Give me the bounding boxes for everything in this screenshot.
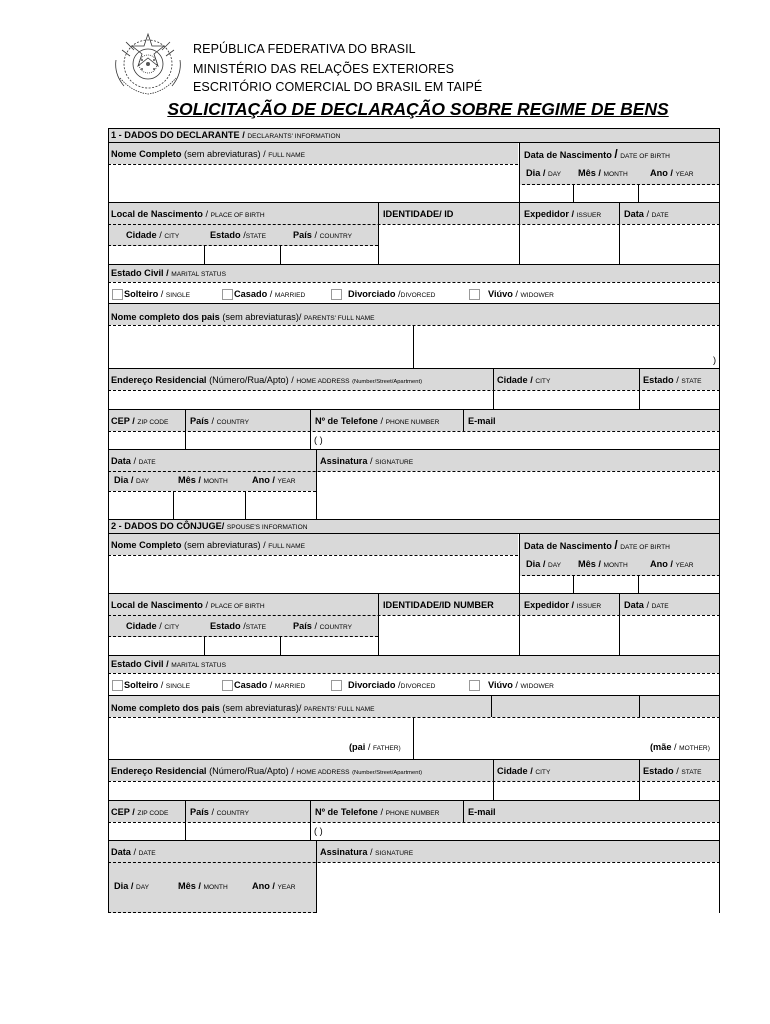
s1-married-label: Casado / MARRIED xyxy=(234,289,306,299)
section-1-heading: 1 - DADOS DO DECLARANTE / DECLARANTS' INFORMATION xyxy=(111,130,341,140)
s2-date-label: Data / DATE xyxy=(111,847,156,857)
s1-city-label: Cidade / CITY xyxy=(126,230,180,240)
s1-dob-year-label: Ano / YEAR xyxy=(650,168,694,178)
s2-married-label: Casado / MARRIED xyxy=(234,680,306,690)
s1-date-year-label: Ano / YEAR xyxy=(252,475,296,485)
brazil-coat-of-arms-seal xyxy=(112,30,184,98)
s1-married-checkbox[interactable] xyxy=(222,289,233,300)
s1-country-label: País / COUNTRY xyxy=(293,230,353,240)
s1-divorced-checkbox[interactable] xyxy=(331,289,342,300)
declaration-form xyxy=(108,128,720,913)
s2-marital-label: Estado Civil / MARITAL STATUS xyxy=(111,659,226,669)
s2-country-label: País / COUNTRY xyxy=(293,621,353,631)
section-2-heading: 2 - DADOS DO CÔNJUGE/ SPOUSE'S INFORMATION xyxy=(111,521,308,531)
s1-identity-label: IDENTIDADE/ ID xyxy=(383,209,454,219)
s1-issuer-label: Expedidor / ISSUER xyxy=(524,209,602,219)
s1-signature-label: Assinatura / SIGNATURE xyxy=(320,456,414,466)
s1-date-day-label: Dia / DAY xyxy=(114,475,150,485)
header-line-ministry: MINISTÉRIO DAS RELAÇÕES EXTERIORES xyxy=(193,62,455,76)
s2-email-label: E-mail xyxy=(468,807,496,817)
s2-divorced-checkbox[interactable] xyxy=(331,680,342,691)
s2-country-res-label: País / COUNTRY xyxy=(190,807,250,817)
s2-zip-label: CEP / ZIP CODE xyxy=(111,807,169,817)
s1-zip-label: CEP / ZIP CODE xyxy=(111,416,169,426)
s2-identity-label: IDENTIDADE/ID NUMBER xyxy=(383,600,494,610)
s2-birthplace-label: Local de Nascimento / PLACE OF BIRTH xyxy=(111,600,265,610)
s2-city-label: Cidade / CITY xyxy=(126,621,180,631)
s1-state-res-label: Estado / STATE xyxy=(643,375,702,385)
s2-father-label: (pai / FATHER) xyxy=(349,742,401,752)
s2-issuer-label: Expedidor / ISSUER xyxy=(524,600,602,610)
document-title: SOLICITAÇÃO DE DECLARAÇÃO SOBRE REGIME DE BENS xyxy=(167,99,669,119)
s2-divorced-label: Divorciado /DIVORCED xyxy=(348,680,436,690)
s2-city-res-label: Cidade / CITY xyxy=(497,766,551,776)
s2-single-label: Solteiro / SINGLE xyxy=(124,680,191,690)
s1-date-month-label: Mês / MONTH xyxy=(178,475,228,485)
s1-single-label: Solteiro / SINGLE xyxy=(124,289,191,299)
s2-signature-label: Assinatura / SIGNATURE xyxy=(320,847,414,857)
s1-birthplace-label: Local de Nascimento / PLACE OF BIRTH xyxy=(111,209,265,219)
s1-country-res-label: País / COUNTRY xyxy=(190,416,250,426)
s1-dob-month-label: Mês / MONTH xyxy=(578,168,628,178)
s1-dob-day-label: Dia / DAY xyxy=(526,168,562,178)
s2-state-res-label: Estado / STATE xyxy=(643,766,702,776)
s2-parents-label: Nome completo dos pais (sem abreviaturas)/ PARENTS' FULL NAME xyxy=(111,703,375,713)
s2-dob-month-label: Mês / MONTH xyxy=(578,559,628,569)
s1-address-label: Endereço Residencial (Número/Rua/Apto) / HOME ADDRESS (Number/Street/Apartment) xyxy=(111,375,423,385)
s1-marital-label: Estado Civil / MARITAL STATUS xyxy=(111,268,226,278)
s2-date-month-label: Mês / MONTH xyxy=(178,881,228,891)
s2-signature-label-row xyxy=(108,840,720,862)
header-line-office: ESCRITÓRIO COMERCIAL DO BRASIL EM TAIPÉ xyxy=(193,80,483,94)
s1-dob-label: Data de Nascimento / DATE OF BIRTH xyxy=(524,147,670,161)
s1-phone-area-code: ( ) xyxy=(314,435,323,445)
s2-widower-checkbox[interactable] xyxy=(469,680,480,691)
s1-city-res-label: Cidade / CITY xyxy=(497,375,551,385)
s2-single-checkbox[interactable] xyxy=(112,680,123,691)
s2-fullname-label: Nome Completo (sem abreviaturas) / FULL NAME xyxy=(111,540,306,550)
s1-widower-label: Viúvo / WIDOWER xyxy=(488,289,554,299)
s2-phone-area-code: ( ) xyxy=(314,826,323,836)
s1-date-label: Data / DATE xyxy=(111,456,156,466)
s1-divorced-label: Divorciado /DIVORCED xyxy=(348,289,436,299)
s1-parents-label: Nome completo dos pais (sem abreviaturas)/ PARENTS' FULL NAME xyxy=(111,312,375,322)
s2-date-day-label: Dia / DAY xyxy=(114,881,150,891)
s2-state-label: Estado /STATE xyxy=(210,621,267,631)
s1-parents-closing-paren: ) xyxy=(713,355,717,365)
s2-date-year-label: Ano / YEAR xyxy=(252,881,296,891)
s1-widower-checkbox[interactable] xyxy=(469,289,480,300)
s1-signature-label-row xyxy=(108,449,720,471)
s2-dob-day-label: Dia / DAY xyxy=(526,559,562,569)
header-line-republic: REPÚBLICA FEDERATIVA DO BRASIL xyxy=(193,42,416,56)
s1-state-label: Estado /STATE xyxy=(210,230,267,240)
s1-email-label: E-mail xyxy=(468,416,496,426)
s2-married-checkbox[interactable] xyxy=(222,680,233,691)
s2-widower-label: Viúvo / WIDOWER xyxy=(488,680,554,690)
s2-id-date-label: Data / DATE xyxy=(624,600,669,610)
s2-dob-label: Data de Nascimento / DATE OF BIRTH xyxy=(524,538,670,552)
s1-fullname-label: Nome Completo (sem abreviaturas) / FULL NAME xyxy=(111,149,306,159)
s2-mother-label: (mãe / MOTHER) xyxy=(650,742,710,752)
s1-single-checkbox[interactable] xyxy=(112,289,123,300)
s1-phone-label: Nº de Telefone / PHONE NUMBER xyxy=(315,416,440,426)
s1-id-date-label: Data / DATE xyxy=(624,209,669,219)
s2-dob-year-label: Ano / YEAR xyxy=(650,559,694,569)
s2-phone-label: Nº de Telefone / PHONE NUMBER xyxy=(315,807,440,817)
s2-address-label: Endereço Residencial (Número/Rua/Apto) / HOME ADDRESS (Number/Street/Apartment) xyxy=(111,766,423,776)
